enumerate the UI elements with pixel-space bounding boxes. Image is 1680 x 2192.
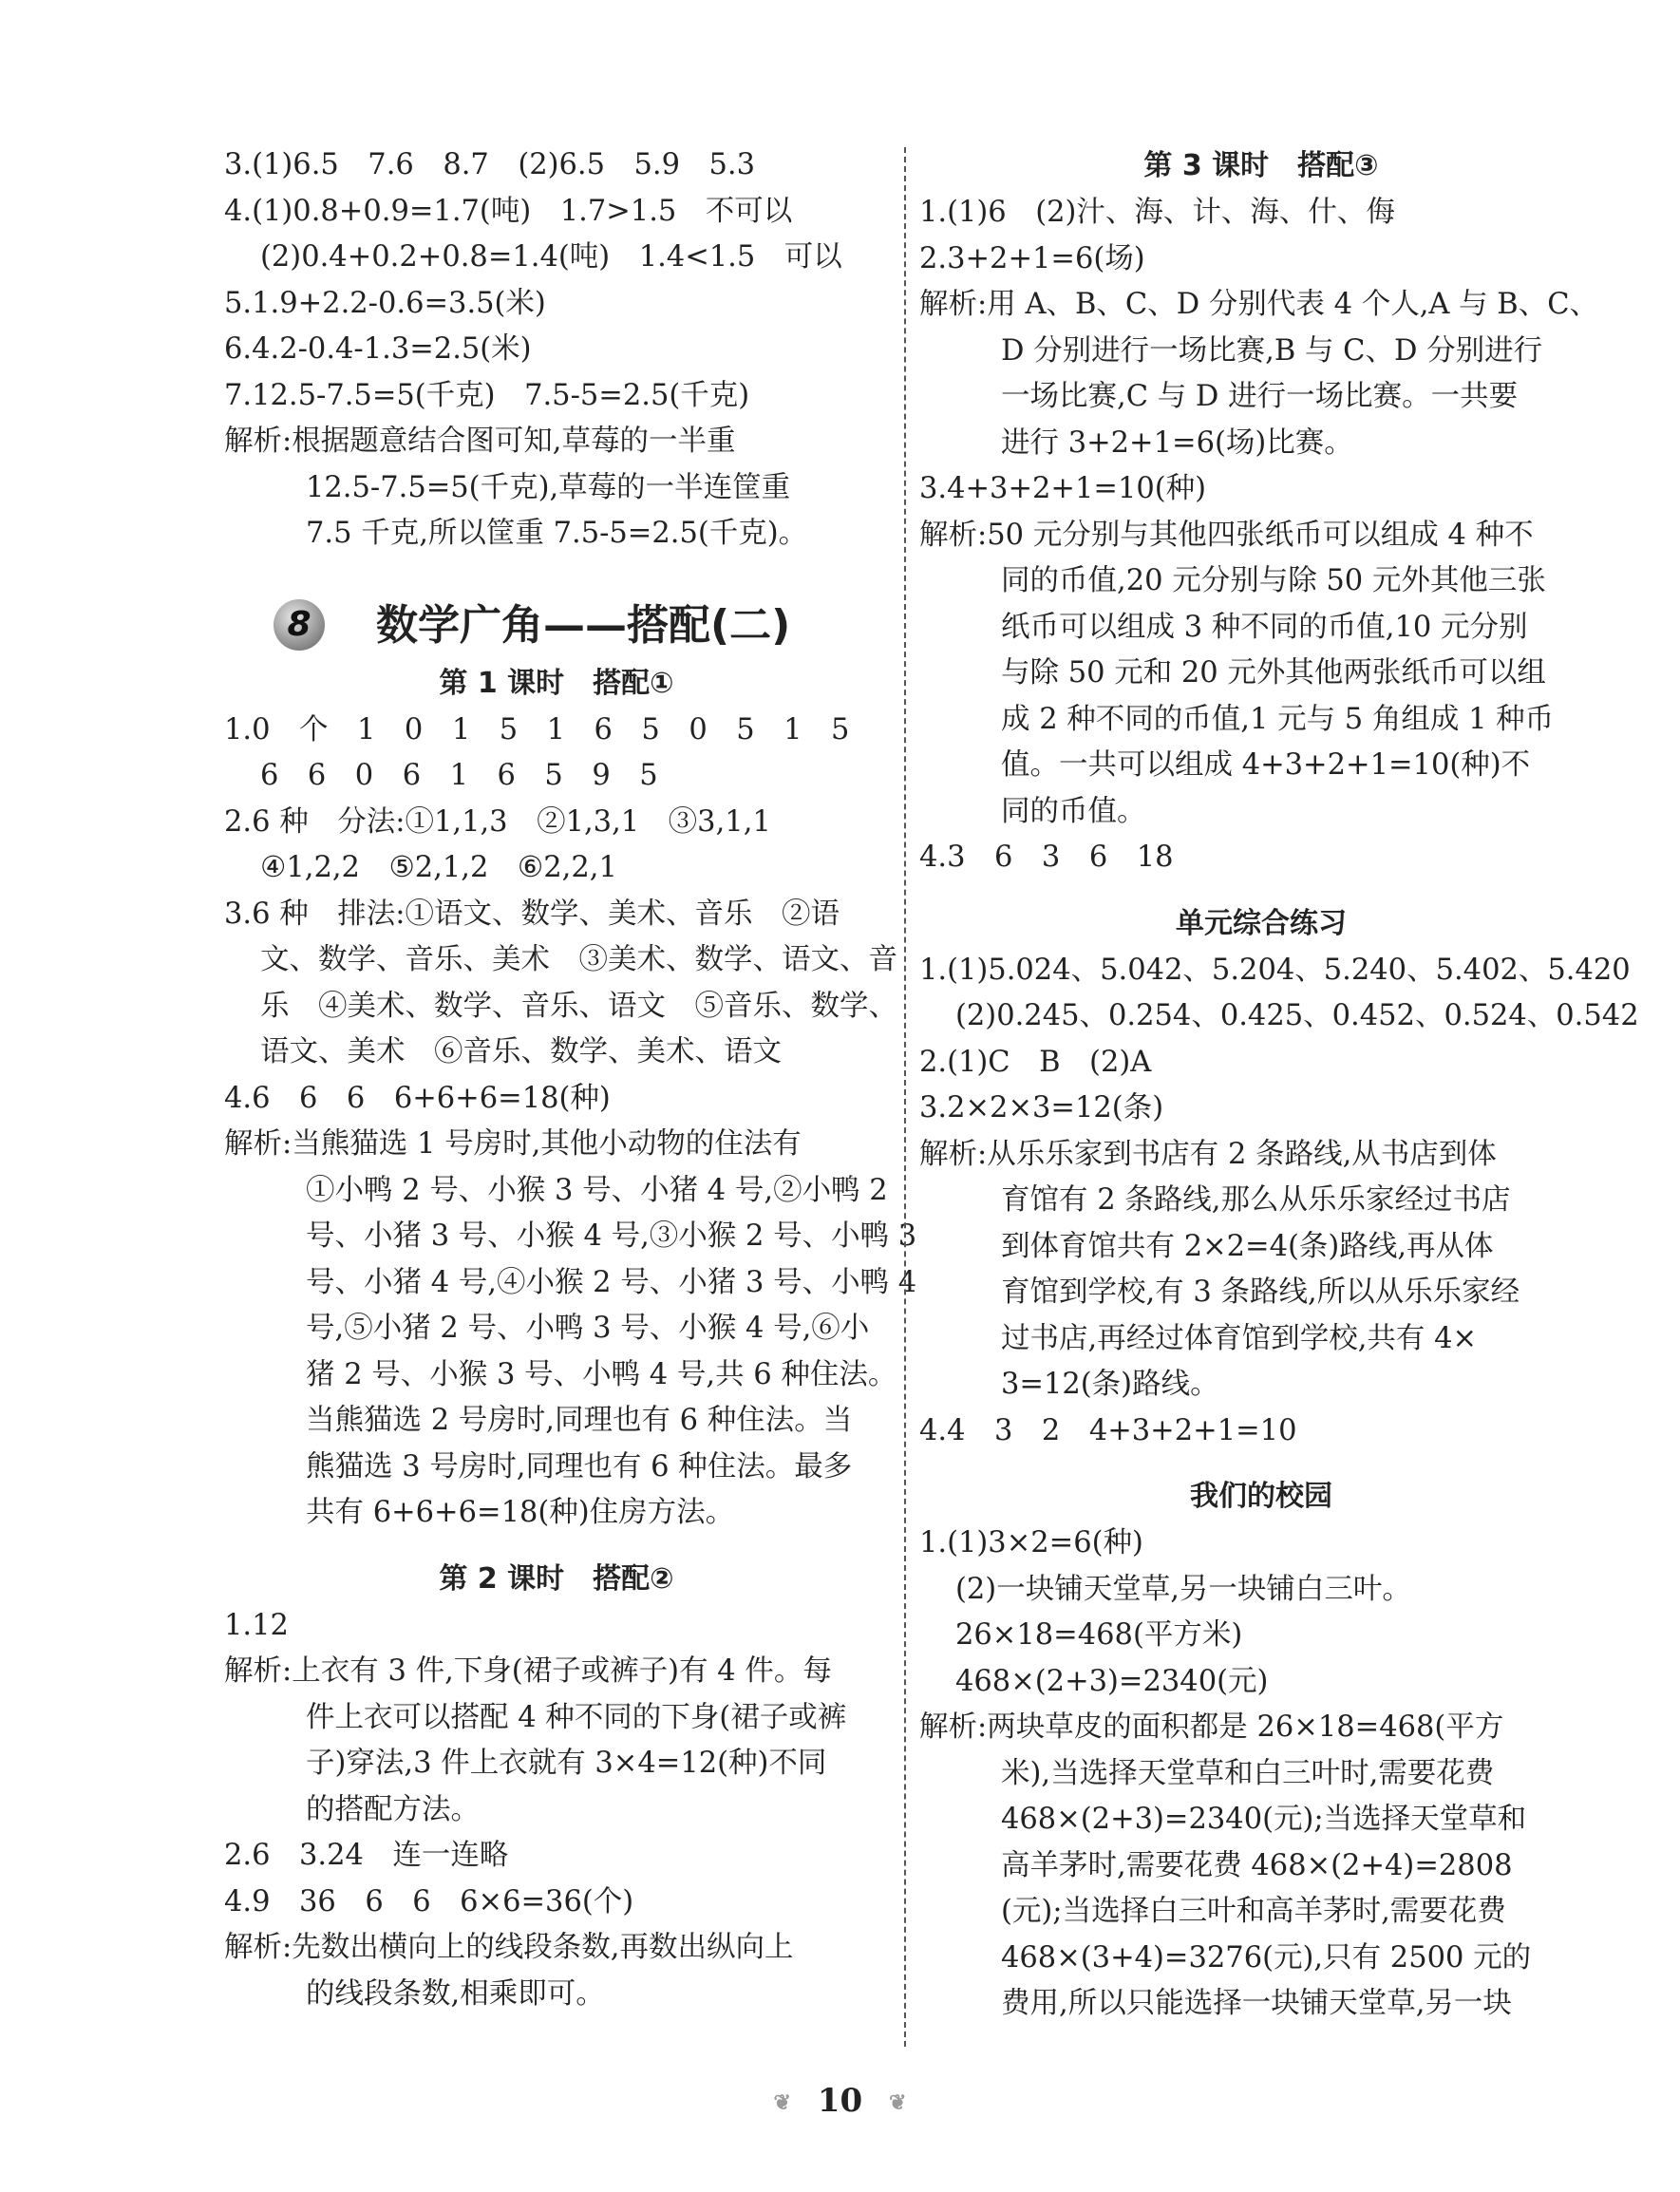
- answer-line: 1.(1)6 (2)汁、海、计、海、什、侮: [919, 196, 1395, 229]
- leaf-ornament-icon: ❦: [889, 2090, 907, 2115]
- answer-line: 2.6 种 分法:①1,1,3 ②1,3,1 ③3,1,1: [224, 804, 771, 839]
- explanation-line: 3=12(条)路线。: [1001, 1368, 1219, 1401]
- explanation-line: 的线段条数,相乘即可。: [306, 1976, 605, 2011]
- answer-line: 3.2×2×3=12(条): [919, 1091, 1164, 1124]
- explanation-line: 解析:从乐乐家到书店有 2 条路线,从书店到体: [919, 1137, 1497, 1171]
- explanation-line: 解析:用 A、B、C、D 分别代表 4 个人,A 与 B、C、: [919, 288, 1599, 321]
- explanation-line: 育馆有 2 条路线,那么从乐乐家经过书店: [1001, 1183, 1511, 1217]
- right-column: [919, 142, 1639, 2028]
- explanation-line: 子)穿法,3 件上衣就有 3×4=12(种)不同: [306, 1747, 827, 1780]
- explanation-line: 费用,所以只能选择一块铺天堂草,另一块: [1001, 1987, 1512, 2020]
- answer-line: 4.6 6 6 6+6+6=18(种): [224, 1081, 611, 1115]
- answer-line: 7.12.5-7.5=5(千克) 7.5-5=2.5(千克): [224, 378, 750, 412]
- explanation-line: 米),当选择天堂草和白三叶时,需要花费: [1001, 1756, 1495, 1790]
- answer-line: 3.(1)6.5 7.6 8.7 (2)6.5 5.9 5.3: [224, 148, 756, 181]
- unit-title: [224, 592, 889, 660]
- lesson-2-heading: 第 2 课时 搭配②: [439, 1561, 674, 1596]
- explanation-line: (元);当选择白三叶和高羊茅时,需要花费: [1001, 1895, 1506, 1928]
- answer-line: 4.4 3 2 4+3+2+1=10: [919, 1413, 1297, 1447]
- explanation-line: 猪 2 号、小猴 3 号、小鸭 4 号,共 6 种住法。: [306, 1357, 897, 1391]
- explanation-line: 同的币值。: [1001, 794, 1146, 828]
- answer-line: 468×(2+3)=2340(元): [955, 1664, 1269, 1698]
- answer-line: 2.3+2+1=6(场): [919, 241, 1145, 275]
- explanation-line: 当熊猫选 2 号房时,同理也有 6 种住法。当: [306, 1404, 853, 1437]
- answer-line: 5.1.9+2.2-0.6=3.5(米): [224, 286, 546, 320]
- explanation-line: 件上衣可以搭配 4 种不同的下身(裙子或裤: [306, 1700, 847, 1734]
- answer-line: 3.6 种 排法:①语文、数学、美术、音乐 ②语: [224, 897, 840, 931]
- review-heading: 单元综合练习: [1176, 906, 1347, 940]
- campus-heading: 我们的校园: [1190, 1480, 1332, 1513]
- lesson-1-heading: 第 1 课时 搭配①: [439, 666, 674, 700]
- answer-line: 4.9 36 6 6 6×6=36(个): [224, 1884, 634, 1918]
- answer-line: 文、数学、音乐、美术 ③美术、数学、语文、音: [260, 943, 897, 976]
- explanation-line: 的搭配方法。: [306, 1792, 480, 1826]
- explanation-line: 解析:先数出横向上的线段条数,再数出纵向上: [224, 1931, 794, 1964]
- explanation-line: 解析:两块草皮的面积都是 26×18=468(平方: [919, 1710, 1504, 1744]
- explanation-line: 解析:上衣有 3 件,下身(裙子或裤子)有 4 件。每: [224, 1654, 832, 1688]
- explanation-line: 号、小猪 3 号、小猴 4 号,③小猴 2 号、小鸭 3: [306, 1219, 917, 1253]
- explanation-line: 进行 3+2+1=6(场)比赛。: [1001, 425, 1353, 460]
- answer-line: 2.6 3.24 连一连略: [224, 1839, 509, 1872]
- explanation-line: 与除 50 元和 20 元外其他两张纸币可以组: [1001, 656, 1546, 690]
- page-number-text: 10: [817, 2082, 863, 2120]
- explanation-line: ①小鸭 2 号、小猴 3 号、小猪 4 号,②小鸭 2: [306, 1173, 888, 1207]
- explanation-line: 解析:当熊猫选 1 号房时,其他小动物的住法有: [224, 1127, 802, 1161]
- answer-line: 1.12: [224, 1608, 289, 1642]
- explanation-line: 一场比赛,C 与 D 进行一场比赛。一共要: [1001, 380, 1519, 413]
- left-column: [224, 142, 917, 2017]
- explanation-line: 号、小猪 4 号,④小猴 2 号、小猪 3 号、小鸭 4: [306, 1265, 917, 1299]
- explanation-line: 成 2 种不同的币值,1 元与 5 角组成 1 种币: [1001, 702, 1555, 736]
- page-number: [0, 2082, 1680, 2120]
- answer-line: 4.3 6 3 6 18: [919, 841, 1174, 874]
- answer-line: 3.4+3+2+1=10(种): [919, 472, 1207, 505]
- explanation-line: 纸币可以组成 3 种不同的币值,10 元分别: [1001, 610, 1528, 644]
- answer-line: 1.0 个 1 0 1 5 1 6 5 0 5 1 5: [224, 712, 850, 746]
- explanation-line: 468×(2+3)=2340(元);当选择天堂草和: [1001, 1803, 1527, 1836]
- explanation-line: 共有 6+6+6=18(种)住房方法。: [306, 1496, 735, 1529]
- explanation-line: 值。一共可以组成 4+3+2+1=10(种)不: [1001, 748, 1531, 782]
- column-divider: [904, 147, 906, 2047]
- answer-line: (2)0.4+0.2+0.8=1.4(吨) 1.4<1.5 可以: [260, 240, 842, 274]
- answer-line: 语文、美术 ⑥音乐、数学、美术、语文: [260, 1035, 782, 1068]
- explanation-line: D 分别进行一场比赛,B 与 C、D 分别进行: [1001, 333, 1543, 368]
- answer-line: 1.(1)3×2=6(种): [919, 1526, 1143, 1559]
- answer-line: ④1,2,2 ⑤2,1,2 ⑥2,2,1: [260, 851, 617, 884]
- explanation-line: 号,⑤小猪 2 号、小鸭 3 号、小猴 4 号,⑥小: [306, 1312, 870, 1345]
- leaf-ornament-icon: ❦: [773, 2090, 791, 2115]
- explanation-line: 高羊茅时,需要花费 468×(2+4)=2808: [1001, 1848, 1513, 1882]
- answer-line: 26×18=468(平方米): [955, 1618, 1243, 1652]
- answer-line: 乐 ④美术、数学、音乐、语文 ⑤音乐、数学、: [260, 989, 897, 1023]
- answer-line: (2)一块铺天堂草,另一块铺白三叶。: [955, 1572, 1411, 1606]
- explanation-line: 同的币值,20 元分别与除 50 元外其他三张: [1001, 564, 1546, 597]
- explanation-line: 解析:根据题意结合图可知,草莓的一半重: [224, 425, 736, 458]
- answer-line: 1.(1)5.024、5.042、5.204、5.240、5.402、5.420: [919, 953, 1631, 987]
- explanation-line: 解析:50 元分别与其他四张纸币可以组成 4 种不: [919, 518, 1534, 552]
- explanation-line: 12.5-7.5=5(千克),草莓的一半连筐重: [306, 470, 791, 504]
- explanation-line: 熊猫选 3 号房时,同理也有 6 种住法。最多: [306, 1449, 853, 1483]
- answer-line: 6 6 0 6 1 6 5 9 5: [260, 759, 658, 792]
- explanation-line: 到体育馆共有 2×2=4(条)路线,再从体: [1001, 1229, 1494, 1263]
- lesson-3-heading: 第 3 课时 搭配③: [1143, 149, 1379, 182]
- explanation-line: 育馆到学校,有 3 条路线,所以从乐乐家经: [1001, 1276, 1520, 1309]
- explanation-line: 468×(3+4)=3276(元),只有 2500 元的: [1001, 1940, 1532, 1975]
- unit-number-badge: 8: [274, 599, 325, 651]
- unit-title-text: 数学广角——搭配(二): [376, 600, 791, 650]
- answer-line: (2)0.245、0.254、0.425、0.452、0.524、0.542: [955, 999, 1639, 1032]
- answer-line: 4.(1)0.8+0.9=1.7(吨) 1.7>1.5 不可以: [224, 194, 793, 228]
- answer-line: 6.4.2-0.4-1.3=2.5(米): [224, 332, 532, 366]
- explanation-line: 7.5 千克,所以筐重 7.5-5=2.5(千克)。: [306, 517, 808, 550]
- explanation-line: 过书店,再经过体育馆到学校,共有 4×: [1001, 1321, 1478, 1355]
- answer-line: 2.(1)C B (2)A: [919, 1045, 1152, 1079]
